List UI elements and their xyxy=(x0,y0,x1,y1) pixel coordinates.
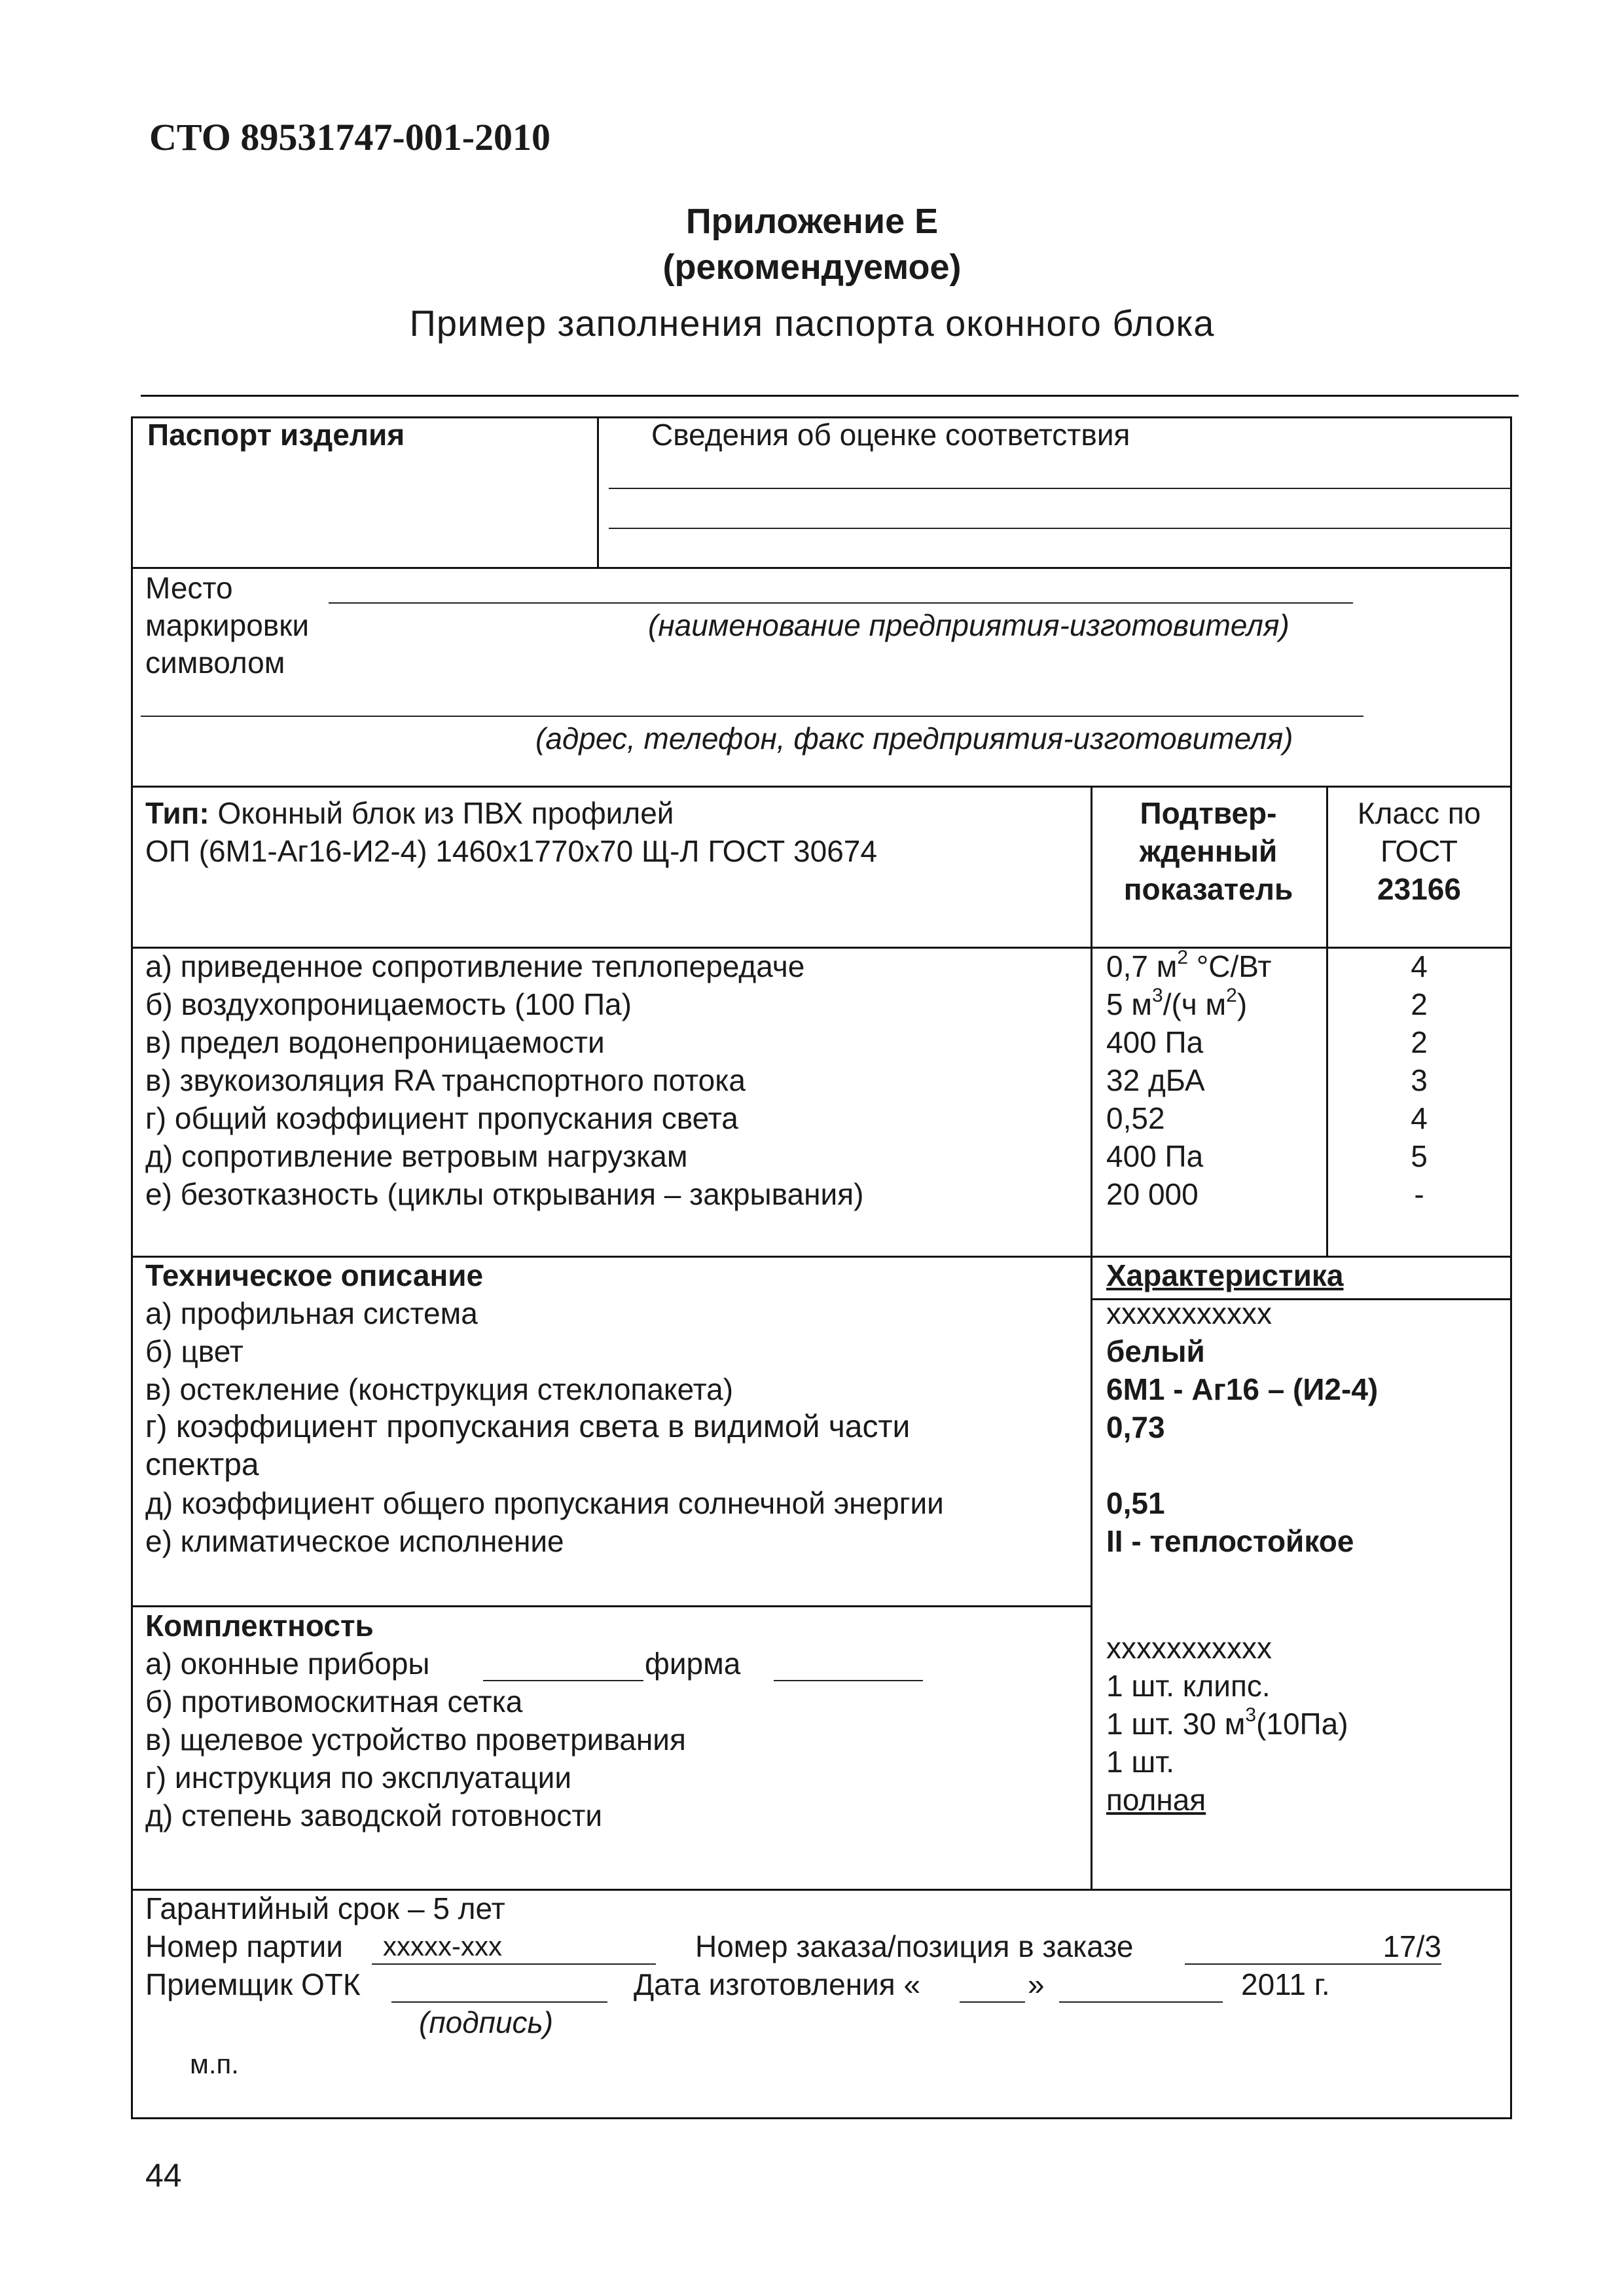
indicator-name: е) безотказность (циклы открывания – закрывания) xyxy=(145,1177,864,1211)
kit-item: в) щелевое устройство проветривания xyxy=(145,1722,686,1757)
batch-line xyxy=(372,1963,656,1965)
appendix-kind: (рекомендуемое) xyxy=(662,247,962,287)
tech-item: г) коэффициент пропускания света в видимой части xyxy=(145,1410,911,1444)
passport-label: Паспорт изделия xyxy=(147,418,405,452)
year: 2011 г. xyxy=(1241,1967,1330,2001)
kit-value: 1 шт. клипс. xyxy=(1106,1669,1271,1703)
tech-item: в) остекление (конструкция стеклопакета) xyxy=(145,1372,734,1406)
top-rule xyxy=(141,395,1519,397)
batch-value: ххххх-ххх xyxy=(383,1931,502,1961)
indicator-value: 5 $м^3/(ч$ $м^2$) xyxy=(1106,984,1248,1021)
type-text: Оконный блок из ПВХ профилей xyxy=(217,796,674,830)
warranty: Гарантийный срок – 5 лет xyxy=(145,1891,505,1925)
marking-line-1: Место xyxy=(145,571,233,605)
type-spec: ОП (6М1-Аг16-И2-4) 1460х1770х70 Щ-Л ГОСТ 30674 xyxy=(145,834,877,868)
month-line xyxy=(1059,2001,1223,2003)
tech-heading: Техническое описание xyxy=(145,1258,484,1292)
tech-value: 0,51 xyxy=(1106,1486,1165,1520)
kit-item: а) оконные приборы xyxy=(145,1647,430,1681)
indicator-name: в) предел водонепроницаемости xyxy=(145,1025,605,1059)
manufacturer-caption: (наименование предприятия-изготовителя) xyxy=(648,608,1290,642)
date-close: » xyxy=(1028,1967,1045,2001)
indicator-value: 400 Па xyxy=(1106,1025,1204,1059)
indicator-class: 2 xyxy=(1411,1025,1428,1059)
firm-line xyxy=(774,1680,923,1681)
indicator-value: 32 дБА xyxy=(1106,1063,1205,1097)
manufacturer-name-line xyxy=(329,602,1353,604)
kit-item: г) инструкция по эксплуатации xyxy=(145,1760,572,1795)
confirmed-header-3: показатель xyxy=(1123,872,1293,906)
inspector-label: Приемщик ОТК xyxy=(145,1967,361,2001)
tech-value: II - теплостойкое xyxy=(1106,1524,1354,1558)
indicator-value: 0,7 $м^2$ °С/Вт xyxy=(1106,946,1272,983)
indicator-class: 4 xyxy=(1411,1101,1428,1135)
type-line xyxy=(145,795,674,831)
marking-line-3: символом xyxy=(145,646,285,680)
page-number: 44 xyxy=(145,2157,182,2194)
indicator-name: в) звукоизоляция RA транспортного потока xyxy=(145,1063,746,1097)
kit-item: д) степень заводской готовности xyxy=(145,1798,603,1832)
tech-value: 0,73 xyxy=(1106,1410,1165,1444)
tech-value: 6М1 - Аг16 – (И2-4) xyxy=(1106,1372,1379,1406)
kit-value: 1 шт. 30 $м^3(10Па)$ xyxy=(1106,1704,1348,1741)
order-value: 17/3 xyxy=(1382,1929,1441,1963)
indicator-value: 0,52 xyxy=(1106,1101,1165,1135)
kit-value: полная xyxy=(1106,1783,1206,1817)
tech-value: белый xyxy=(1106,1334,1205,1368)
indicator-class: 5 xyxy=(1411,1139,1428,1173)
kit-item: б) противомоскитная сетка xyxy=(145,1685,523,1719)
indicator-class: - xyxy=(1414,1177,1424,1211)
day-line xyxy=(960,2001,1025,2003)
confirmed-header-2: жденный xyxy=(1139,834,1278,868)
indicator-value: 400 Па xyxy=(1106,1139,1204,1173)
tech-item: спектра xyxy=(145,1448,259,1482)
kit-value: 1 шт. xyxy=(1106,1745,1175,1779)
type-label: Тип: xyxy=(145,796,209,830)
indicator-name: г) общий коэффициент пропускания света xyxy=(145,1101,738,1135)
class-header-2: ГОСТ xyxy=(1380,834,1458,868)
marking-line-2: маркировки xyxy=(145,608,310,642)
tech-item: е) климатическое исполнение xyxy=(145,1524,564,1558)
indicator-name: д) сопротивление ветровым нагрузкам xyxy=(145,1139,688,1173)
kit-value: ххххххххххх xyxy=(1106,1631,1272,1665)
confirmed-header-1: Подтвер- xyxy=(1140,796,1277,830)
indicator-class: 3 xyxy=(1411,1063,1428,1097)
tech-item: б) цвет xyxy=(145,1334,244,1368)
page-heading: Пример заполнения паспорта оконного блока xyxy=(409,302,1215,344)
address-caption: (адрес, телефон, факс предприятия-изготовителя) xyxy=(535,721,1293,756)
conformity-label: Сведения об оценке соответствия xyxy=(651,418,1130,452)
indicator-name: а) приведенное сопротивление теплопередаче xyxy=(145,949,805,983)
indicator-class: 4 xyxy=(1411,949,1428,983)
indicator-class: 2 xyxy=(1411,987,1428,1021)
date-label: Дата изготовления « xyxy=(634,1967,921,2001)
signature-line xyxy=(391,2001,607,2003)
tech-item: а) профильная система xyxy=(145,1296,478,1330)
document-code: СТО 89531747-001-2010 xyxy=(149,116,551,158)
order-label: Номер заказа/позиция в заказе xyxy=(695,1929,1134,1963)
appendix-title: Приложение Е xyxy=(685,202,939,241)
char-heading: Характеристика xyxy=(1106,1258,1344,1292)
address-line xyxy=(141,716,1363,717)
stamp-label: м.п. xyxy=(190,2049,239,2079)
kit-heading: Комплектность xyxy=(145,1609,374,1643)
tech-value: ххххххххххх xyxy=(1106,1296,1272,1330)
class-header-1: Класс по xyxy=(1357,796,1481,830)
indicator-name: б) воздухопроницаемость (100 Па) xyxy=(145,987,632,1021)
fittings-line xyxy=(483,1680,643,1681)
batch-label: Номер партии xyxy=(145,1929,343,1963)
indicator-value: 20 000 xyxy=(1106,1177,1199,1211)
kit-firm-label: фирма xyxy=(645,1647,741,1681)
class-header-3: 23166 xyxy=(1377,872,1461,906)
tech-item: д) коэффициент общего пропускания солнечной энергии xyxy=(145,1486,944,1520)
signature-caption: (подпись) xyxy=(419,2005,554,2039)
